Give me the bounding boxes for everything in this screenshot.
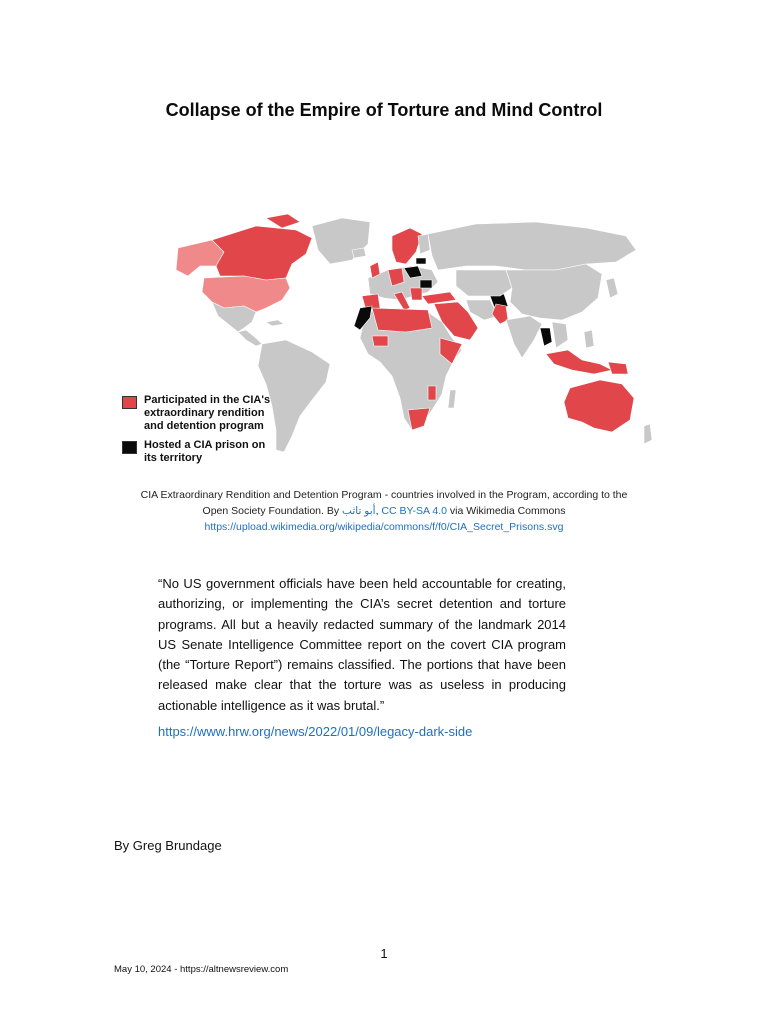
- map-romania: [420, 280, 432, 288]
- map-north-africa: [372, 308, 432, 332]
- map-indonesia: [546, 350, 612, 374]
- map-turkey: [422, 292, 456, 304]
- map-china: [506, 264, 602, 320]
- caption-license-link[interactable]: CC BY-SA 4.0: [381, 505, 447, 517]
- byline: By Greg Brundage: [114, 838, 222, 853]
- map-south-east-africa: [428, 386, 436, 400]
- map-canada-islands: [266, 214, 300, 228]
- page-title: Collapse of the Empire of Torture and Mind Control: [165, 100, 603, 120]
- map-central-america: [238, 330, 262, 346]
- page-footer: May 10, 2024 - https://altnewsreview.com: [114, 964, 289, 975]
- map-australia: [564, 380, 634, 432]
- legend-item-hosted: [122, 439, 274, 465]
- legend-label-hosted: Hosted a CIA prison on its territory: [144, 439, 266, 464]
- map-south-africa: [408, 408, 430, 430]
- caption-author-link[interactable]: أبو تاثب: [342, 505, 376, 517]
- map-alaska: [176, 240, 224, 276]
- map-russia: [428, 222, 636, 270]
- map-caribbean: [266, 320, 284, 326]
- legend-swatch-participated: [122, 396, 137, 409]
- map-west-africa: [372, 336, 388, 346]
- map-philippines: [584, 330, 594, 348]
- map-canada: [212, 226, 312, 280]
- quote-source-link[interactable]: https://www.hrw.org/news/2022/01/09/legacy-dark-side: [158, 724, 473, 739]
- legend-item-participated: [122, 394, 274, 433]
- caption-prefix: Open Society Foundation. By: [202, 505, 343, 517]
- map-madagascar: [448, 390, 456, 408]
- caption-source-link[interactable]: https://upload.wikimedia.org/wikipedia/commons/f/f0/CIA_Secret_Prisons.svg: [204, 521, 564, 533]
- map-legend: [122, 394, 274, 471]
- map-iceland: [352, 248, 366, 258]
- caption-line-2: [0, 503, 768, 519]
- quote-block: “No US government officials have been held accountable for creating, authorizing, or implementing the CIA’s secret detention and torture programs. All but a heavily redacted summary of the landmark 2014 US Senate Intelligence Committee report on the covert CIA program (the “Torture Report”) remains classified. The portions that have been released make clear that the torture was as useless in producing actionable intelligence as it was brutal.”: [158, 576, 566, 713]
- map-greenland: [312, 218, 370, 264]
- caption-line-1: CIA Extraordinary Rendition and Detention Program - countries involved in the Program, according to the: [140, 489, 628, 501]
- map-se-asia: [552, 322, 568, 348]
- map-india: [506, 316, 542, 358]
- map-thailand: [540, 328, 552, 346]
- figure-caption: [0, 487, 768, 535]
- page-number: 1: [380, 946, 388, 961]
- caption-suffix: via Wikimedia Commons: [447, 505, 566, 517]
- caption-separator: ,: [375, 505, 382, 517]
- map-lithuania: [416, 258, 426, 264]
- map-balkans: [410, 288, 422, 300]
- legend-label-participated: Participated in the CIA's extraordinary rendition and detention program: [144, 394, 271, 432]
- map-central-asia: [456, 270, 512, 296]
- map-papua: [608, 362, 628, 374]
- map-japan: [606, 278, 618, 298]
- map-new-zealand: [644, 424, 652, 444]
- legend-swatch-hosted: [122, 441, 137, 454]
- map-finland: [418, 234, 430, 254]
